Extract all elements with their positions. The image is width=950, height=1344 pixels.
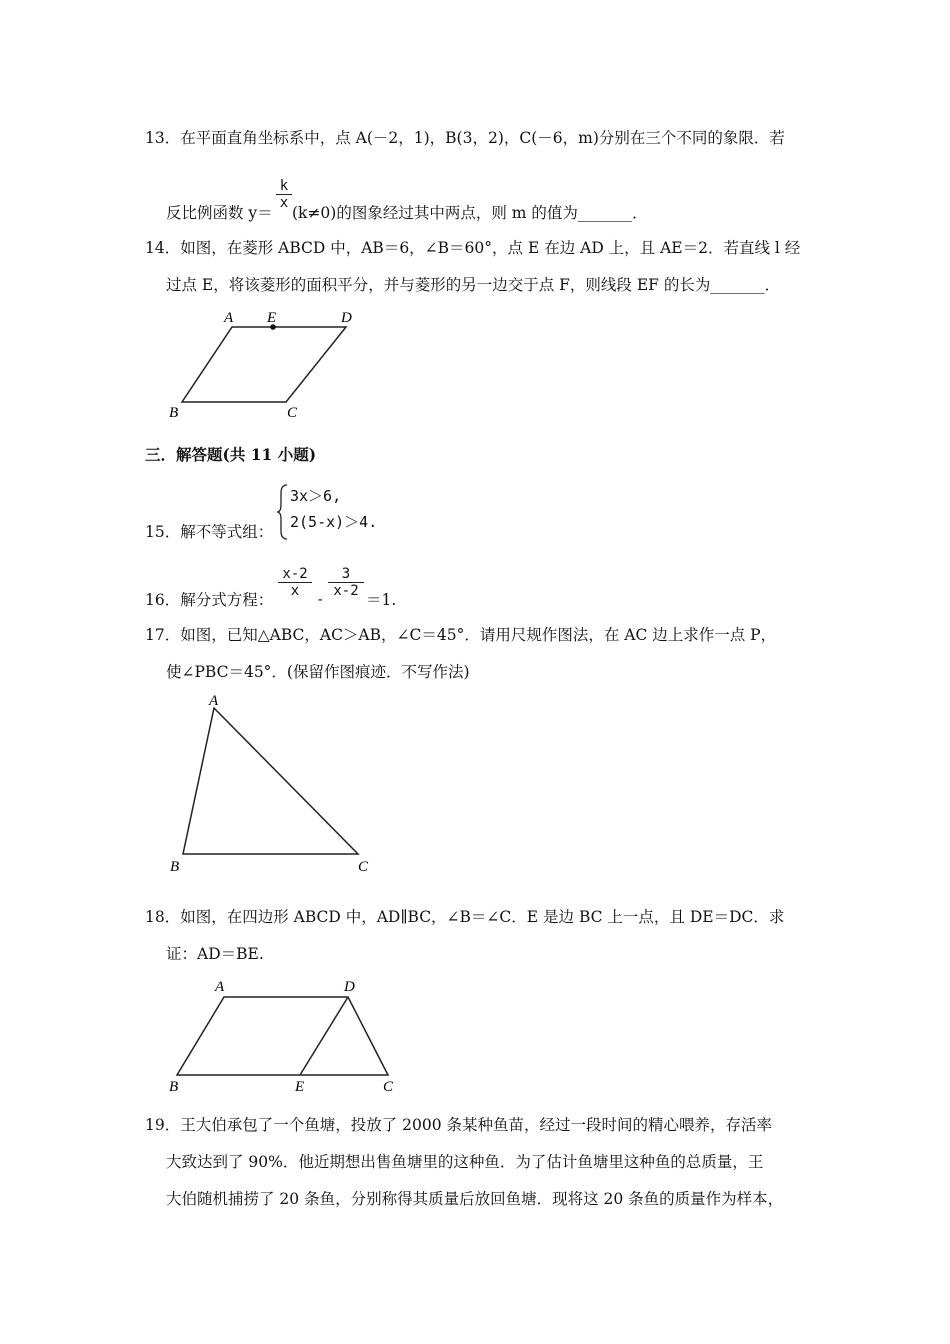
q18-quadrilateral-figure: [160, 975, 405, 1095]
q14-line2: 过点 E，将该菱形的面积平分，并与菱形的另一边交于点 F，则线段 EF 的长为_______．: [166, 276, 781, 294]
q19-line1: 19．王大伯承包了一个鱼塘，投放了 2000 条某种鱼苗，经过一段时间的精心喂养，存活率: [145, 1116, 773, 1134]
q13-line2-pre: 反比例函数 y＝: [166, 204, 273, 222]
q17-line1: 17．如图，已知△ABC，AC＞AB，∠C＝45°．请用尺规作图法，在 AC 边上求作一点 P，: [145, 626, 777, 644]
q16-prefix: 16．解分式方程：: [145, 591, 274, 609]
q19-line2: 大致达到了 90%．他近期想出售鱼塘里的这种鱼．为了估计鱼塘里这种鱼的总质量，王: [166, 1153, 764, 1171]
label-b: B: [170, 859, 180, 875]
q13-line2-post: (k≠0)的图象经过其中两点，则 m 的值为_______．: [292, 204, 648, 222]
label-c: C: [383, 1079, 394, 1095]
q13-fraction-numerator: k: [279, 178, 289, 194]
q16-f1-denominator: x: [290, 583, 300, 599]
q18-line2: 证：AD＝BE.: [166, 945, 264, 963]
segment-de: [300, 997, 348, 1075]
label-c: C: [287, 405, 298, 421]
q13-fraction: [276, 178, 292, 211]
q17-triangle-figure: [160, 690, 385, 880]
q16-fraction-1: [278, 566, 312, 599]
label-a: A: [215, 979, 225, 995]
q15-inequality-1: 3x＞6,: [290, 487, 342, 505]
q13-line1: 13．在平面直角坐标系中，点 A(－2，1)，B(3，2)，C(－6，m)分别在三个不同的象限．若: [145, 129, 785, 147]
quadrilateral-abcd: [177, 997, 388, 1075]
q19-line3: 大伯随机捕捞了 20 条鱼，分别称得其质量后放回鱼塘．现将这 20 条鱼的质量作为样本，: [166, 1190, 784, 1208]
label-c: C: [358, 859, 369, 875]
label-a: A: [209, 693, 219, 709]
q16-minus: -: [316, 592, 325, 608]
label-a: A: [224, 310, 234, 326]
q15-prefix: 15．解不等式组：: [145, 523, 274, 541]
label-b: B: [169, 405, 179, 421]
q16-f1-numerator: x-2: [282, 566, 308, 582]
q17-line2: 使∠PBC＝45°．(保留作图痕迹．不写作法): [166, 663, 470, 681]
q14-line1: 14．如图，在菱形 ABCD 中，AB＝6，∠B＝60°，点 E 在边 AD 上，且 AE＝2．若直线 l 经: [145, 239, 801, 257]
rhombus-abcd: [182, 327, 346, 402]
q14-rhombus-figure: [160, 300, 380, 425]
label-e: E: [295, 1079, 305, 1095]
q15-inequality-2: 2(5-x)＞4.: [290, 513, 378, 531]
label-b: B: [169, 1079, 179, 1095]
q18-line1: 18．如图，在四边形 ABCD 中，AD∥BC，∠B＝∠C．E 是边 BC 上一点，且 DE＝DC．求: [145, 908, 785, 926]
label-e: E: [267, 310, 277, 326]
q16-f2-denominator: x-2: [333, 583, 359, 599]
triangle-abc: [183, 708, 358, 854]
q16-rhs: ＝1.: [366, 591, 397, 609]
label-d: D: [344, 979, 355, 995]
q16-fraction-2: [328, 566, 364, 599]
label-d: D: [341, 310, 352, 326]
q13-fraction-denominator: x: [279, 195, 289, 211]
system-brace: [276, 483, 290, 541]
q16-f2-numerator: 3: [341, 566, 351, 582]
q15-inequality-system: [290, 483, 377, 535]
section-title: 三．解答题(共 11 小题): [145, 445, 317, 464]
